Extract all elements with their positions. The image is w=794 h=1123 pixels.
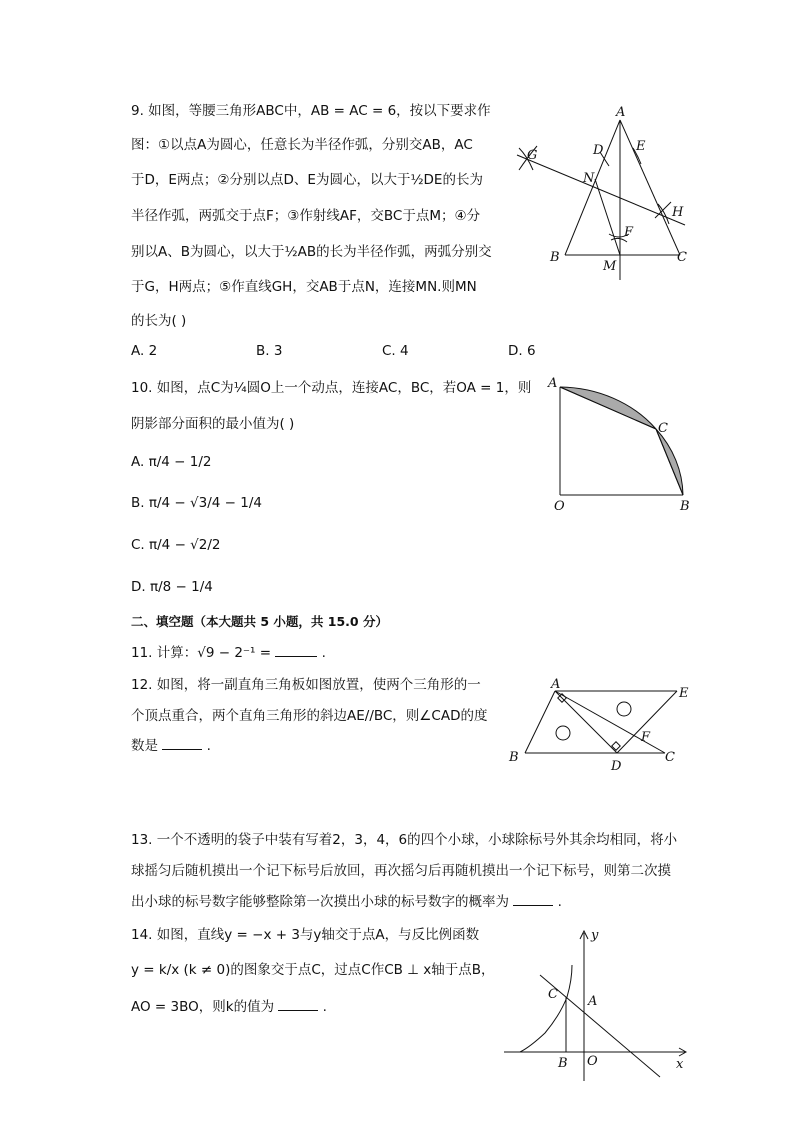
q14-end: . bbox=[322, 999, 327, 1015]
q14-label-b: B bbox=[558, 1056, 568, 1071]
q9-option-d[interactable]: D. 6 bbox=[508, 343, 536, 359]
q14-line-1: 14. 如图，直线y = −x + 3与y轴交于点A，与反比例函数 bbox=[131, 927, 480, 943]
q10-label-c: C bbox=[658, 421, 668, 436]
q9-option-b[interactable]: B. 3 bbox=[256, 343, 283, 359]
q11-text: 11. 计算：√9 − 2⁻¹ = bbox=[131, 645, 272, 661]
q12-line-1: 12. 如图，将一副直角三角板如图放置，使两个三角形的一 bbox=[131, 677, 481, 693]
q13-line-3-text: 出小球的标号数字能够整除第一次摸出小球的标号数字的概率为 bbox=[131, 894, 509, 910]
q14-label-a: A bbox=[588, 994, 598, 1009]
q10-line-1: 10. 如图，点C为¼圆O上一个动点，连接AC，BC，若OA = 1，则 bbox=[131, 380, 532, 396]
q13-line-1: 13. 一个不透明的袋子中装有写着2，3，4，6的四个小球，小球除标号外其余均相同，将小 bbox=[131, 832, 678, 848]
q10-option-d[interactable]: D. π/8 − 1/4 bbox=[131, 579, 213, 595]
q10-label-b: B bbox=[680, 499, 690, 514]
q9-option-a[interactable]: A. 2 bbox=[131, 343, 158, 359]
q10-line-2: 阴影部分面积的最小值为( ) bbox=[131, 416, 295, 432]
q10-figure bbox=[540, 375, 700, 520]
q13-end: . bbox=[557, 894, 562, 910]
q9-label-f: F bbox=[624, 225, 634, 240]
q12-line-2: 个顶点重合，两个直角三角形的斜边AE//BC，则∠CAD的度 bbox=[131, 708, 488, 724]
q9-line-5: 别以A、B为圆心，以大于½AB的长为半径作弧，两弧分别交 bbox=[131, 244, 492, 260]
q11-answer-blank[interactable] bbox=[275, 656, 317, 657]
q13-line-2: 球摇匀后随机摸出一个记下标号后放回，再次摇匀后再随机摸出一个记下标号，则第二次摸 bbox=[131, 863, 671, 879]
q9-label-n: N bbox=[583, 171, 595, 186]
q9-line-7: 的长为( ) bbox=[131, 313, 187, 329]
q14-label-y: y bbox=[591, 928, 599, 943]
q10-option-c[interactable]: C. π/4 − √2/2 bbox=[131, 537, 221, 553]
q9-label-c: C bbox=[677, 250, 687, 265]
q9-line-6: 于G，H两点；⑤作直线GH，交AB于点N，连接MN.则MN bbox=[131, 279, 477, 295]
q12-end: . bbox=[206, 738, 211, 754]
q12-figure bbox=[505, 675, 705, 775]
q14-line-3-text: AO = 3BO，则k的值为 bbox=[131, 999, 275, 1015]
q11-end: . bbox=[321, 645, 326, 661]
q14-line-2: y = k/x (k ≠ 0)的图象交于点C，过点C作CB ⊥ x轴于点B， bbox=[131, 962, 495, 978]
q10-option-a[interactable]: A. π/4 − 1/2 bbox=[131, 454, 212, 470]
q12-answer-blank[interactable] bbox=[162, 749, 202, 750]
q9-line-2: 图：①以点A为圆心，任意长为半径作弧，分别交AB，AC bbox=[131, 137, 473, 153]
q10-label-a: A bbox=[548, 376, 558, 391]
q13-answer-blank[interactable] bbox=[513, 905, 553, 906]
q12-label-e: E bbox=[679, 686, 689, 701]
q9-figure bbox=[505, 100, 700, 285]
q9-label-b: B bbox=[550, 250, 560, 265]
q10-label-o: O bbox=[554, 499, 565, 514]
q14-label-o: O bbox=[587, 1054, 598, 1069]
q9-label-g: G bbox=[527, 148, 538, 163]
q14-figure bbox=[500, 925, 695, 1085]
q9-label-a: A bbox=[616, 105, 626, 120]
q12-label-c: C bbox=[665, 750, 675, 765]
q12-label-f: F bbox=[641, 730, 651, 745]
q13-line-3 bbox=[131, 892, 562, 912]
q9-label-e: E bbox=[636, 139, 646, 154]
q14-label-c: C bbox=[548, 987, 558, 1002]
question-11 bbox=[131, 643, 326, 663]
q12-label-a: A bbox=[551, 677, 561, 692]
q14-label-x: x bbox=[676, 1057, 684, 1072]
q9-option-c[interactable]: C. 4 bbox=[382, 343, 409, 359]
q9-line-1: 9. 如图，等腰三角形ABC中，AB = AC = 6，按以下要求作 bbox=[131, 103, 491, 119]
q9-label-m: M bbox=[603, 259, 617, 274]
q12-label-d: D bbox=[611, 759, 622, 774]
section-fill-in-heading: 二、填空题（本大题共 5 小题，共 15.0 分） bbox=[131, 614, 388, 629]
q14-answer-blank[interactable] bbox=[278, 1010, 318, 1011]
q12-line-3 bbox=[131, 736, 211, 756]
q9-label-d: D bbox=[593, 143, 604, 158]
q12-line-3-text: 数是 bbox=[131, 738, 158, 754]
q9-label-h: H bbox=[672, 205, 684, 220]
q12-label-b: B bbox=[509, 750, 519, 765]
q9-line-4: 半径作弧，两弧交于点F；③作射线AF，交BC于点M；④分 bbox=[131, 208, 481, 224]
q9-line-3: 于D，E两点；②分别以点D、E为圆心，以大于½DE的长为 bbox=[131, 172, 483, 188]
q10-option-b[interactable]: B. π/4 − √3/4 − 1/4 bbox=[131, 495, 262, 511]
q14-line-3 bbox=[131, 997, 327, 1017]
